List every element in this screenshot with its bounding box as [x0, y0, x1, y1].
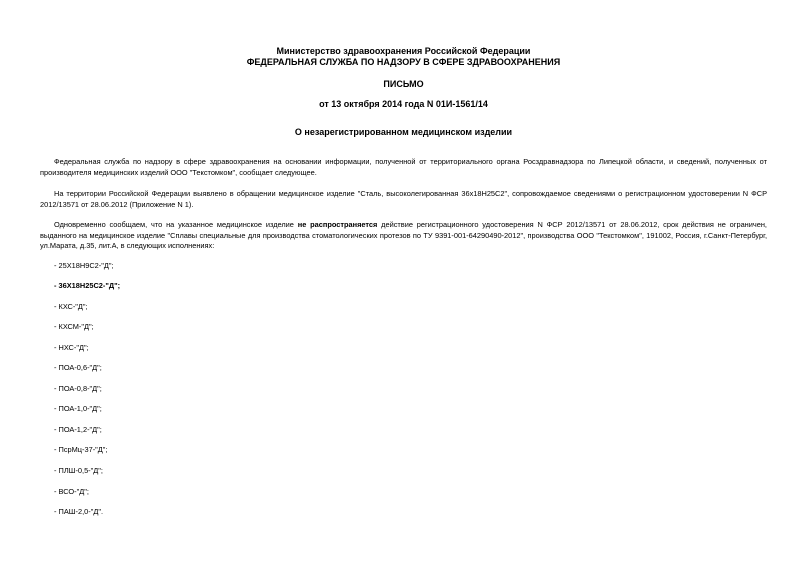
list-item: - ПОА-0,8-"Д"; — [54, 384, 102, 393]
list-item: - ПОА-1,0-"Д"; — [54, 404, 102, 413]
list-item: - ПАШ-2,0-"Д". — [54, 507, 104, 516]
list-item: - 25Х18Н9С2-"Д"; — [54, 261, 114, 270]
paragraph-3-emphasis: не распространяется — [297, 220, 378, 229]
document-type: ПИСЬМО — [383, 79, 424, 89]
list-item: - ПОА-1,2-"Д"; — [54, 425, 102, 434]
document-date-number: от 13 октября 2014 года N 01И-1561/14 — [319, 99, 488, 109]
service-title: ФЕДЕРАЛЬНАЯ СЛУЖБА ПО НАДЗОРУ В СФЕРЕ ЗДРАВООХРАНЕНИЯ — [246, 57, 561, 67]
list-item: - ПЛШ-0,5-"Д"; — [54, 466, 103, 475]
paragraph-1: Федеральная служба по надзору в сфере здравоохранения на основании информации, полученной от территориального органа Росздравнадзора по Липецкой области, и сведений, полученных от производителя медицинских изделий ООО "Текстомком", сообщает следующее. — [40, 157, 767, 177]
paragraph-2: На территории Российской Федерации выявлено в обращении медицинское изделие "Сталь, высоколегированная 36х18Н25С2", сопровождаемое сведениями о регистрационном удостоверении N ФСР 2012/13571 от 28.06.2012 (Приложение N 1). — [40, 189, 767, 209]
list-item: - 36Х18Н25С2-"Д"; — [54, 281, 121, 290]
paragraph-3-text-start: Одновременно сообщаем, что на указанное медицинское изделие — [54, 220, 298, 229]
list-item: - КХС-"Д"; — [54, 302, 88, 311]
list-item: - ПОА-0,6-"Д"; — [54, 363, 102, 372]
list-item: - НХС-"Д"; — [54, 343, 89, 352]
list-item: - ПсрМц-37-"Д"; — [54, 445, 108, 454]
ministry-title: Министерство здравоохранения Российской Федерации — [276, 46, 531, 56]
paragraph-3-text-end: действие регистрационного удостоверения N ФСР 2012/13571 от 28.06.2012, срок действия не ограничен, выданного на медицинское изделие "Сплавы специальные для производства стоматологических протезов по ТУ 9391-001-64290490-2012", производства ООО "Текстомком", 191002, Россия, г.Санкт-Петербург, ул.Марата, д.35, лит.А, в следующих исполнениях: — [40, 220, 767, 250]
list-item: - КХСМ-"Д"; — [54, 322, 94, 331]
paragraph-3 — [40, 220, 767, 252]
list-item: - ВСО-"Д"; — [54, 487, 89, 496]
document-subject: О незарегистрированном медицинском изделии — [294, 127, 513, 137]
